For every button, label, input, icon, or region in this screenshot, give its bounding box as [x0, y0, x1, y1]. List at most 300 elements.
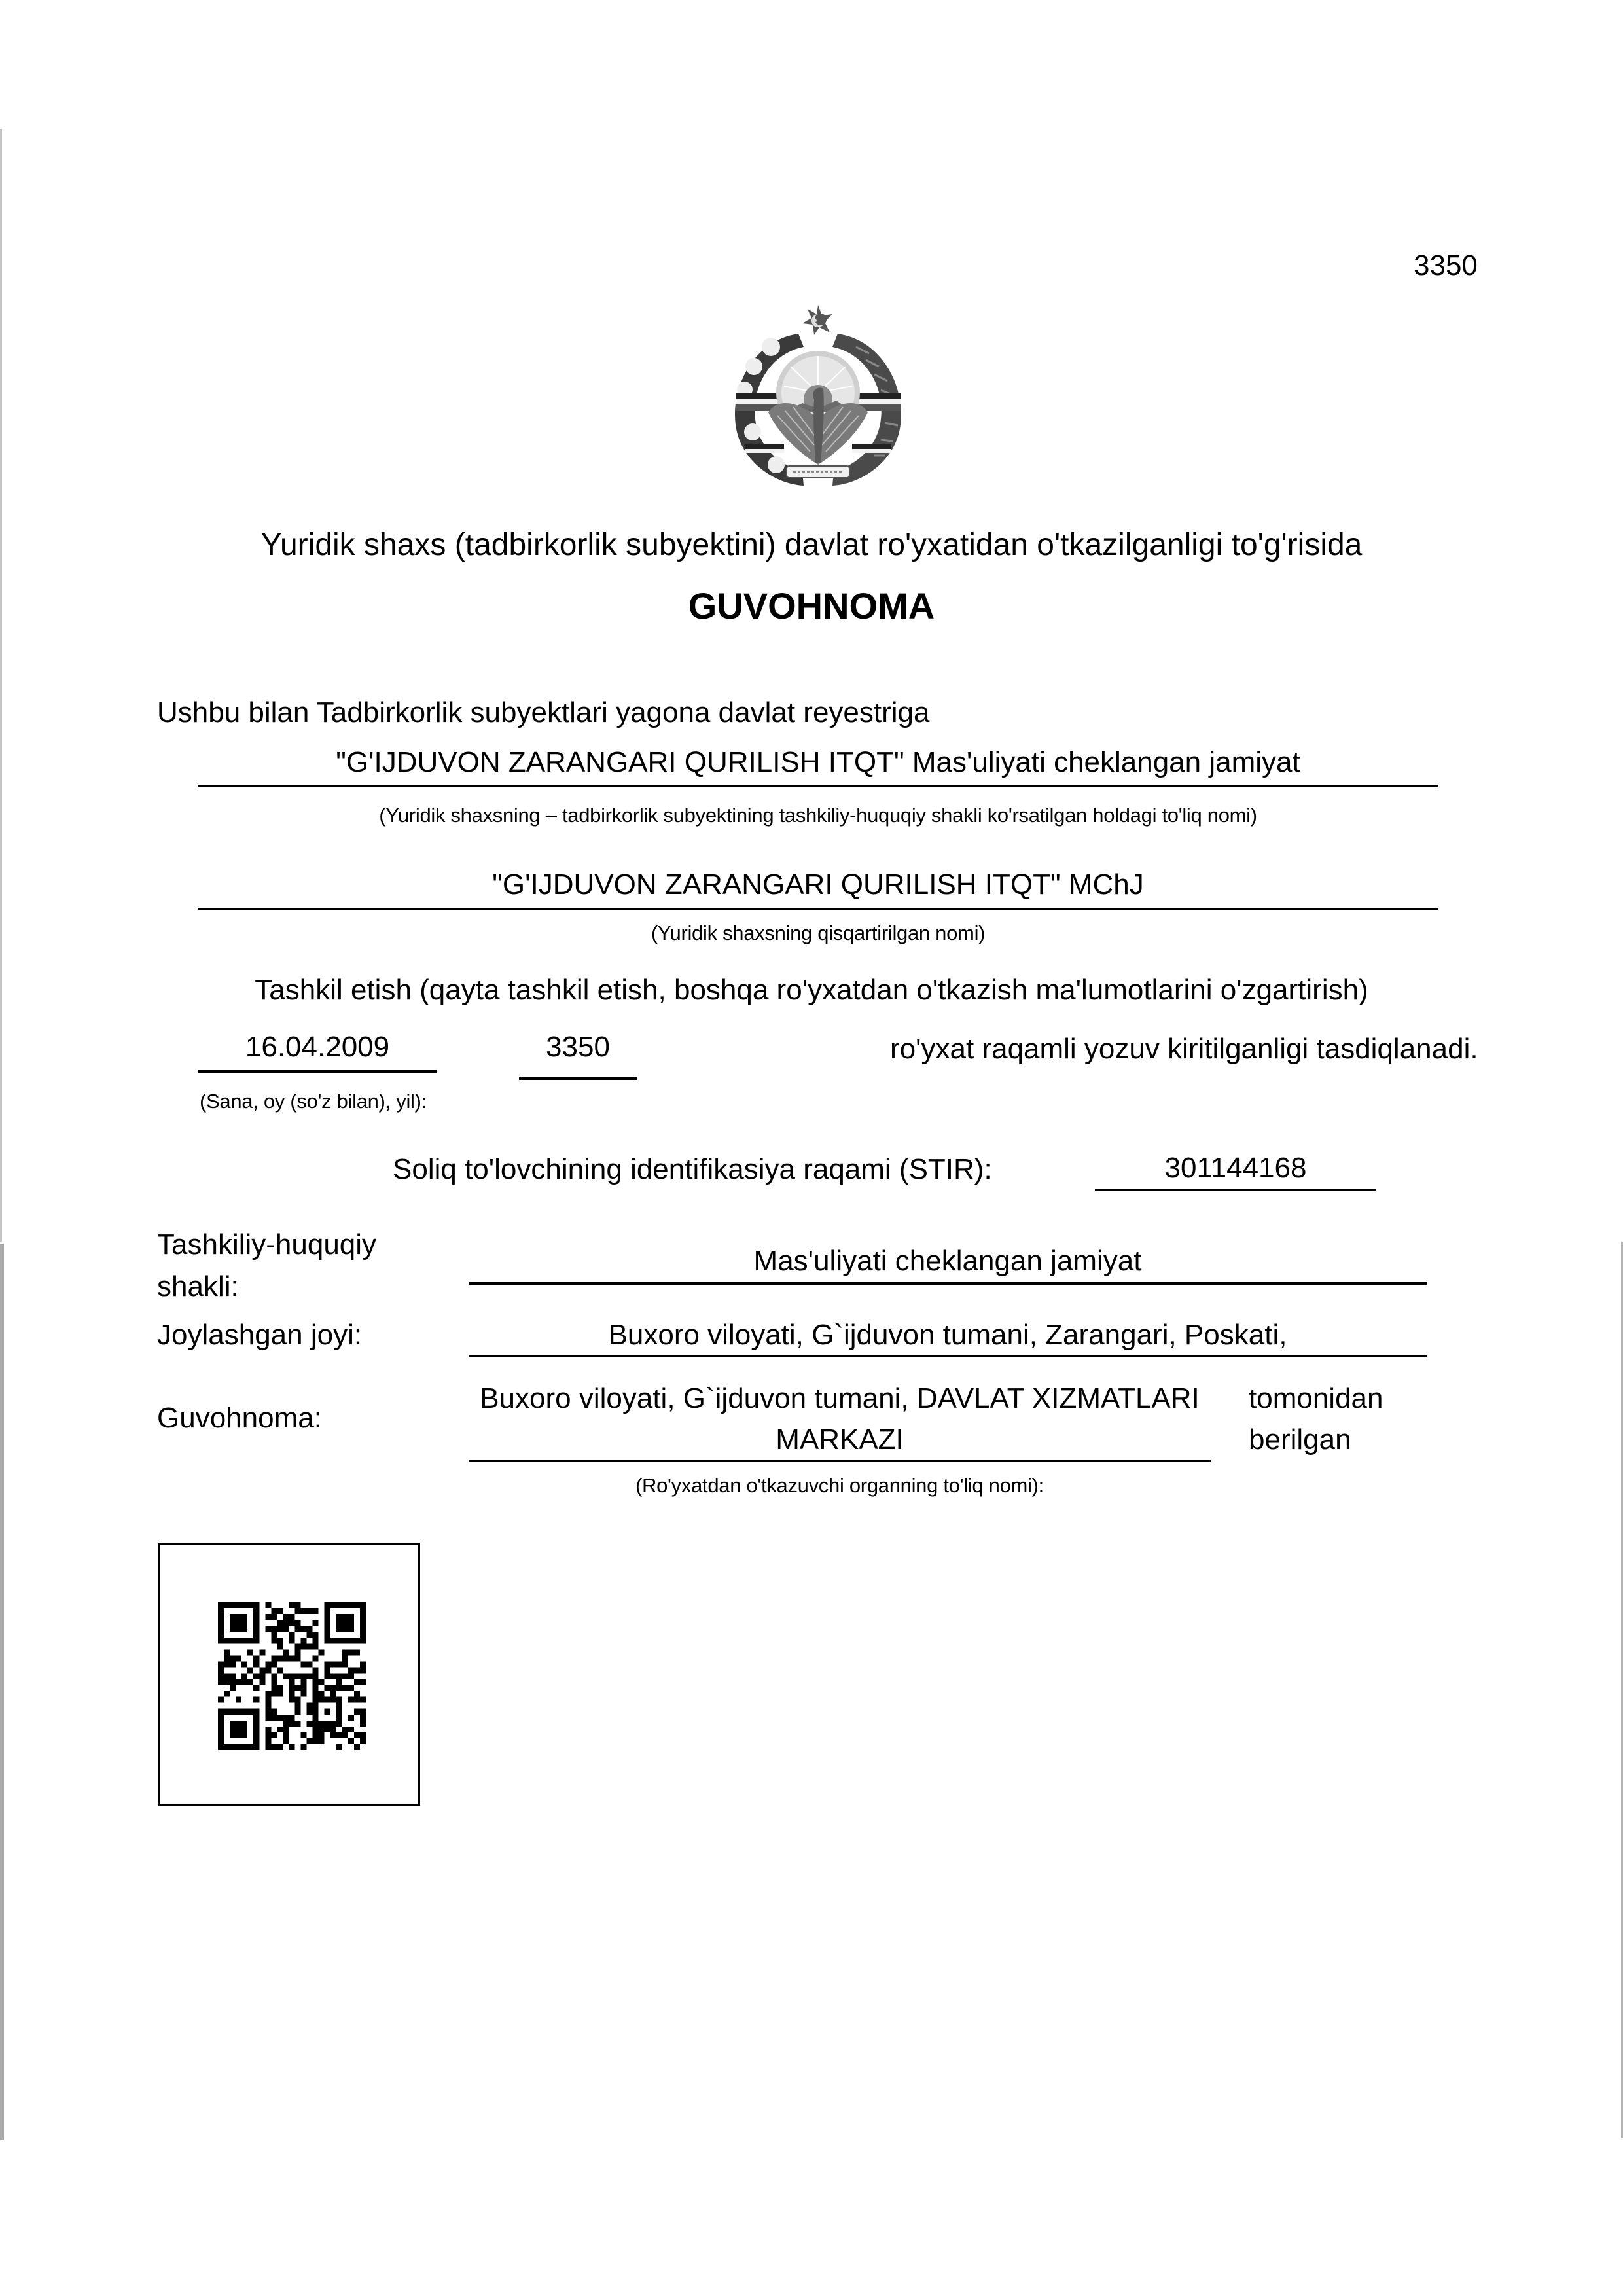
qr-module [348, 1715, 354, 1721]
qr-module [224, 1673, 230, 1679]
qr-module [336, 1744, 342, 1750]
qr-module [360, 1638, 366, 1643]
qr-module [289, 1602, 294, 1608]
qr-module [354, 1697, 360, 1703]
qr-module [283, 1727, 289, 1732]
qr-module [283, 1715, 289, 1721]
qr-module [354, 1638, 360, 1643]
qr-module [289, 1655, 294, 1661]
qr-module [295, 1655, 301, 1661]
qr-module [283, 1732, 289, 1738]
qr-module [301, 1732, 307, 1738]
qr-module [271, 1608, 277, 1614]
qr-module [336, 1697, 342, 1703]
qr-module [247, 1649, 253, 1655]
qr-module [307, 1709, 313, 1715]
qr-module [271, 1709, 277, 1715]
qr-module [307, 1703, 313, 1709]
qr-module [265, 1709, 271, 1715]
qr-module [342, 1614, 348, 1620]
qr-module [313, 1655, 319, 1661]
legal-form-value: Mas'uliyati cheklangan jamiyat [753, 1245, 1142, 1277]
qr-module [236, 1614, 241, 1620]
qr-module [247, 1709, 253, 1715]
qr-module [319, 1697, 325, 1703]
qr-module [336, 1679, 342, 1685]
qr-module [319, 1727, 325, 1732]
qr-module [336, 1685, 342, 1691]
qr-module [348, 1667, 354, 1673]
qr-module [236, 1602, 241, 1608]
qr-module [325, 1661, 330, 1667]
qr-module [265, 1744, 271, 1750]
qr-module [230, 1655, 236, 1661]
qr-module [307, 1608, 313, 1614]
qr-module [247, 1679, 253, 1685]
qr-module [283, 1738, 289, 1744]
qr-module [336, 1620, 342, 1626]
short-name-value: "G'IJDUVON ZARANGARI QURILISH ITQT" MChJ [492, 869, 1144, 901]
qr-module [289, 1697, 294, 1703]
qr-module [313, 1679, 319, 1685]
qr-module [313, 1643, 319, 1649]
qr-module [342, 1673, 348, 1679]
qr-module [241, 1732, 247, 1738]
full-name-underline [198, 785, 1438, 787]
qr-module [360, 1602, 366, 1608]
uzbekistan-coat-of-arms-icon [725, 301, 911, 491]
qr-module [230, 1685, 236, 1691]
registration-date: 16.04.2009 [245, 1031, 390, 1063]
issued-by-text: tomonidan berilgan [1249, 1382, 1383, 1456]
qr-module [224, 1661, 230, 1667]
qr-module [265, 1727, 271, 1732]
qr-module [265, 1715, 271, 1721]
qr-module [253, 1602, 259, 1608]
qr-module [330, 1685, 336, 1691]
qr-module [360, 1632, 366, 1638]
qr-module [224, 1691, 230, 1697]
qr-module [224, 1655, 230, 1661]
qr-module [295, 1608, 301, 1614]
qr-module [236, 1744, 241, 1750]
qr-module [354, 1709, 360, 1715]
qr-module [218, 1638, 224, 1643]
qr-module [218, 1715, 224, 1721]
qr-module [313, 1703, 319, 1709]
full-name-caption: (Yuridik shaxsning – tadbirkorlik subyektining tashkiliy-huquqiy shakli ko'rsatilgan holdagi to'liq nomi) [379, 804, 1257, 827]
qr-module [336, 1661, 342, 1667]
qr-module [313, 1697, 319, 1703]
qr-module [247, 1744, 253, 1750]
qr-module [241, 1620, 247, 1626]
qr-module [325, 1638, 330, 1643]
qr-module [253, 1655, 259, 1661]
qr-module [277, 1608, 283, 1614]
qr-module [330, 1697, 336, 1703]
qr-module [218, 1697, 224, 1703]
qr-module [301, 1661, 307, 1667]
qr-module [336, 1721, 342, 1727]
qr-module [342, 1655, 348, 1661]
qr-module [253, 1685, 259, 1691]
qr-module [289, 1638, 294, 1643]
qr-module [283, 1721, 289, 1727]
qr-module [289, 1620, 294, 1626]
qr-module [342, 1732, 348, 1738]
qr-module [241, 1679, 247, 1685]
qr-module [253, 1608, 259, 1614]
qr-module [218, 1620, 224, 1626]
qr-code-icon [218, 1602, 366, 1750]
qr-module [330, 1727, 336, 1732]
qr-module [313, 1673, 319, 1679]
qr-module [325, 1709, 330, 1715]
qr-module [342, 1649, 348, 1655]
qr-module [283, 1620, 289, 1626]
qr-module [253, 1697, 259, 1703]
qr-module [313, 1732, 319, 1738]
qr-module [325, 1626, 330, 1632]
qr-module [330, 1661, 336, 1667]
qr-module [241, 1638, 247, 1643]
qr-module [295, 1703, 301, 1709]
document-subtitle: Yuridik shaxs (tadbirkorlik subyektini) davlat ro'yxatidan o'tkazilganligi to'g'risida [260, 528, 1363, 562]
qr-module [301, 1685, 307, 1691]
qr-module [319, 1732, 325, 1738]
legal-form-label: Tashkiliy-huquqiy shakli: [157, 1229, 377, 1302]
qr-module [230, 1679, 236, 1685]
qr-module [271, 1673, 277, 1679]
qr-module [348, 1738, 354, 1744]
qr-module [325, 1721, 330, 1727]
qr-module [342, 1602, 348, 1608]
qr-module [253, 1715, 259, 1721]
qr-module [360, 1721, 366, 1727]
qr-module [360, 1626, 366, 1632]
qr-module [313, 1685, 319, 1691]
qr-module [301, 1673, 307, 1679]
qr-module [218, 1673, 224, 1679]
qr-module [354, 1649, 360, 1655]
qr-module [325, 1697, 330, 1703]
qr-module [265, 1697, 271, 1703]
qr-module [295, 1602, 301, 1608]
qr-module [277, 1620, 283, 1626]
stir-value: 301144168 [1164, 1152, 1307, 1184]
qr-module [224, 1649, 230, 1655]
location-value: Buxoro viloyati, G`ijduvon tumani, Zarangari, Poskati, [608, 1319, 1287, 1351]
qr-module [265, 1602, 271, 1608]
qr-module [325, 1602, 330, 1608]
qr-module [265, 1667, 271, 1673]
qr-module [230, 1732, 236, 1738]
qr-module [283, 1614, 289, 1620]
qr-module [313, 1709, 319, 1715]
qr-module [241, 1721, 247, 1727]
qr-module [325, 1685, 330, 1691]
short-name-underline [198, 908, 1438, 910]
registration-number-underline [519, 1077, 637, 1080]
page-edge-left [0, 129, 2, 1242]
qr-module [360, 1667, 366, 1673]
qr-module [259, 1667, 265, 1673]
qr-module [336, 1715, 342, 1721]
qr-module [301, 1608, 307, 1614]
qr-module [265, 1703, 271, 1709]
qr-module [301, 1626, 307, 1632]
qr-module [253, 1673, 259, 1679]
qr-module [313, 1608, 319, 1614]
qr-module [354, 1667, 360, 1673]
qr-module [325, 1608, 330, 1614]
qr-module [265, 1691, 271, 1697]
qr-module [218, 1626, 224, 1632]
qr-module [253, 1738, 259, 1744]
qr-module [218, 1727, 224, 1732]
qr-module [319, 1679, 325, 1685]
qr-module [295, 1685, 301, 1691]
qr-module [230, 1614, 236, 1620]
qr-module [218, 1721, 224, 1727]
qr-module [236, 1620, 241, 1626]
qr-module [330, 1721, 336, 1727]
qr-module [253, 1661, 259, 1667]
qr-module [236, 1697, 241, 1703]
qr-module [289, 1744, 294, 1750]
qr-module [301, 1643, 307, 1649]
qr-module [259, 1649, 265, 1655]
qr-module [301, 1679, 307, 1685]
registration-number: 3350 [546, 1031, 610, 1063]
qr-module [289, 1715, 294, 1721]
qr-module [336, 1673, 342, 1679]
qr-module [259, 1679, 265, 1685]
qr-module [241, 1744, 247, 1750]
registration-confirm-text: ro'yxat raqamli yozuv kiritilganligi tasdiqlanadi. [890, 1033, 1478, 1065]
qr-module [277, 1685, 283, 1691]
intro-text: Ushbu bilan Tadbirkorlik subyektlari yagona davlat reyestriga [157, 696, 930, 728]
qr-module [236, 1709, 241, 1715]
qr-module [342, 1661, 348, 1667]
qr-module [319, 1691, 325, 1697]
qr-module [336, 1638, 342, 1643]
qr-module [241, 1673, 247, 1679]
qr-module [271, 1626, 277, 1632]
qr-module [277, 1715, 283, 1721]
qr-module [348, 1602, 354, 1608]
qr-module [360, 1679, 366, 1685]
qr-module [236, 1721, 241, 1727]
qr-module [325, 1727, 330, 1732]
qr-module [319, 1649, 325, 1655]
issuer-underline [469, 1460, 1211, 1462]
qr-module [336, 1626, 342, 1632]
qr-module [241, 1727, 247, 1732]
qr-module [236, 1732, 241, 1738]
qr-module [354, 1679, 360, 1685]
qr-module [265, 1626, 271, 1632]
qr-module [271, 1638, 277, 1643]
qr-module [325, 1632, 330, 1638]
location-label: Joylashgan joyi: [157, 1319, 363, 1351]
qr-module [236, 1655, 241, 1661]
qr-module [289, 1614, 294, 1620]
short-name-caption: (Yuridik shaxsning qisqartirilgan nomi) [651, 922, 986, 944]
qr-module [336, 1709, 342, 1715]
qr-module [307, 1632, 313, 1638]
qr-module [236, 1727, 241, 1732]
issuer-caption: (Ro'yxatdan o'tkazuvchi organning to'liq nomi): [635, 1474, 1044, 1497]
qr-module [295, 1626, 301, 1632]
qr-module [230, 1661, 236, 1667]
qr-module [253, 1727, 259, 1732]
qr-module [313, 1738, 319, 1744]
qr-module [289, 1673, 294, 1679]
qr-module [289, 1721, 294, 1727]
qr-module [236, 1626, 241, 1632]
qr-module [348, 1697, 354, 1703]
qr-module [360, 1738, 366, 1744]
qr-module [271, 1679, 277, 1685]
qr-module [247, 1667, 253, 1673]
qr-module [265, 1614, 271, 1620]
qr-module [325, 1667, 330, 1673]
qr-module [313, 1620, 319, 1626]
qr-module [354, 1744, 360, 1750]
full-name-value: "G'IJDUVON ZARANGARI QURILISH ITQT" Mas'uliyati cheklangan jamiyat [336, 746, 1300, 778]
stir-underline [1095, 1189, 1376, 1191]
qr-module [295, 1620, 301, 1626]
qr-module [295, 1673, 301, 1679]
qr-module [241, 1661, 247, 1667]
qr-module [253, 1626, 259, 1632]
qr-module [271, 1661, 277, 1667]
qr-module [247, 1602, 253, 1608]
qr-module [360, 1715, 366, 1721]
qr-module [253, 1614, 259, 1620]
qr-module [319, 1738, 325, 1744]
document-number: 3350 [1414, 249, 1478, 281]
qr-module [253, 1620, 259, 1626]
qr-module [271, 1685, 277, 1691]
qr-module [348, 1727, 354, 1732]
qr-module [224, 1602, 230, 1608]
qr-module [224, 1638, 230, 1643]
qr-module [330, 1691, 336, 1697]
qr-module [307, 1738, 313, 1744]
qr-module [271, 1732, 277, 1738]
qr-module [230, 1727, 236, 1732]
qr-module [218, 1709, 224, 1715]
qr-module [253, 1709, 259, 1715]
qr-module [265, 1661, 271, 1667]
qr-module [283, 1655, 289, 1661]
qr-module [271, 1691, 277, 1697]
legal-form-underline [469, 1282, 1427, 1285]
qr-module [230, 1602, 236, 1608]
qr-module [342, 1626, 348, 1632]
qr-module [230, 1721, 236, 1727]
qr-module [218, 1602, 224, 1608]
qr-module [283, 1649, 289, 1655]
qr-module [224, 1709, 230, 1715]
qr-module [271, 1744, 277, 1750]
qr-module [218, 1667, 224, 1673]
qr-module [277, 1655, 283, 1661]
qr-module [325, 1614, 330, 1620]
qr-module [295, 1649, 301, 1655]
qr-module [307, 1643, 313, 1649]
qr-module [283, 1673, 289, 1679]
qr-module [253, 1632, 259, 1638]
qr-module [253, 1732, 259, 1738]
qr-module [313, 1715, 319, 1721]
qr-module [313, 1691, 319, 1697]
qr-module [295, 1643, 301, 1649]
qr-module [230, 1620, 236, 1626]
qr-module [271, 1715, 277, 1721]
document-title: GUVOHNOMA [688, 585, 935, 626]
qr-module [360, 1709, 366, 1715]
qr-module [325, 1673, 330, 1679]
qr-module [307, 1721, 313, 1727]
qr-module [230, 1638, 236, 1643]
qr-module [342, 1685, 348, 1691]
qr-module [307, 1673, 313, 1679]
qr-module [277, 1744, 283, 1750]
qr-module [247, 1638, 253, 1643]
qr-module [277, 1727, 283, 1732]
qr-module [277, 1643, 283, 1649]
qr-module [360, 1620, 366, 1626]
qr-module [342, 1727, 348, 1732]
qr-module [360, 1697, 366, 1703]
qr-module [283, 1626, 289, 1632]
qr-module [313, 1727, 319, 1732]
qr-module [241, 1626, 247, 1632]
qr-module [301, 1638, 307, 1643]
qr-module [348, 1685, 354, 1691]
qr-module [301, 1744, 307, 1750]
qr-code-box [158, 1543, 420, 1806]
qr-module [241, 1614, 247, 1620]
qr-module [265, 1732, 271, 1738]
qr-module [354, 1602, 360, 1608]
qr-module [360, 1608, 366, 1614]
qr-module [277, 1667, 283, 1673]
qr-module [330, 1673, 336, 1679]
qr-module [325, 1620, 330, 1626]
qr-module [218, 1738, 224, 1744]
registration-action: Tashkil etish (qayta tashkil etish, boshqa ro'yxatdan o'tkazish ma'lumotlarini o'zgartirish) [255, 974, 1368, 1006]
qr-module [295, 1709, 301, 1715]
qr-module [289, 1691, 294, 1697]
qr-module [319, 1721, 325, 1727]
qr-module [336, 1602, 342, 1608]
qr-module [241, 1602, 247, 1608]
page-edge-left-lower [0, 1244, 4, 2140]
qr-module [313, 1721, 319, 1727]
qr-module [271, 1614, 277, 1620]
qr-module [218, 1732, 224, 1738]
qr-module [277, 1638, 283, 1643]
qr-module [236, 1638, 241, 1643]
qr-module [348, 1614, 354, 1620]
qr-module [360, 1732, 366, 1738]
qr-module [253, 1638, 259, 1643]
date-caption: (Sana, oy (so'z bilan), yil): [200, 1090, 427, 1113]
